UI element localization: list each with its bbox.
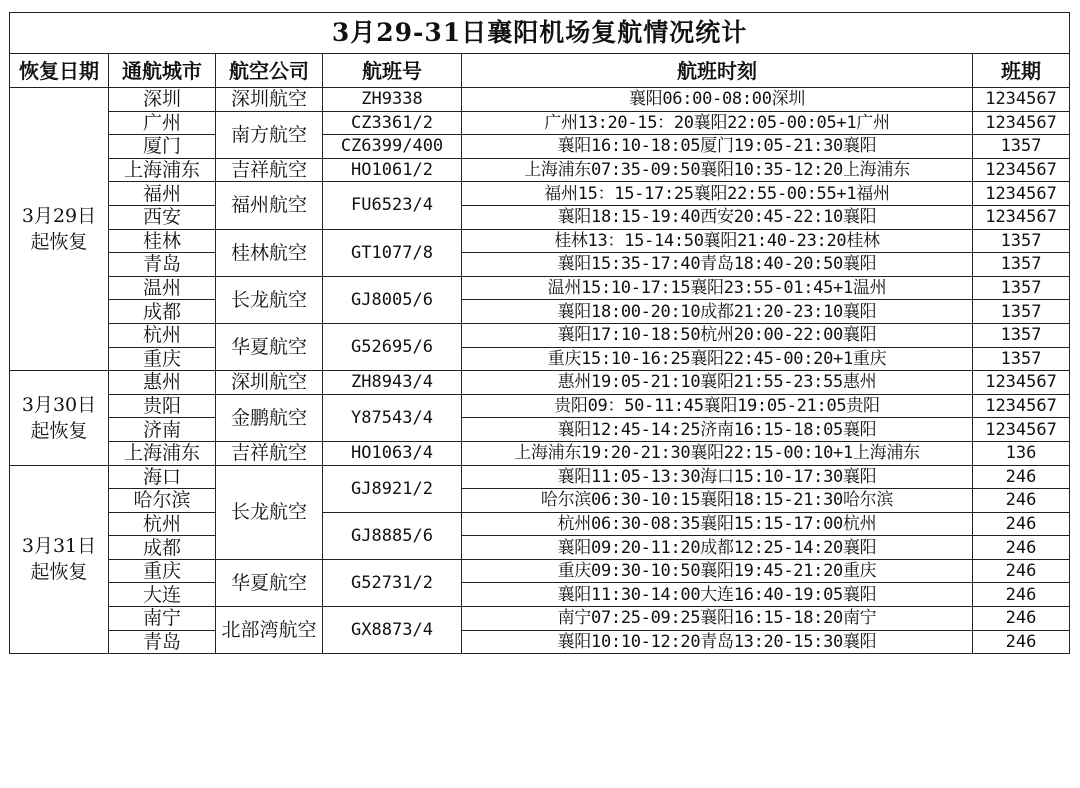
city-cell: 青岛 [109,253,216,277]
city-cell: 大连 [109,583,216,607]
table-row [10,135,1070,159]
city-cell: 重庆 [109,347,216,371]
resume-date-label: 3月29日 [21,205,97,228]
table-row [10,559,1070,583]
schedule-cell: 惠州19:05-21:10襄阳21:55-23:55惠州 [462,371,973,395]
city-cell: 惠州 [109,371,216,395]
table-row [10,229,1070,253]
schedule-cell: 桂林13：15-14:50襄阳21:40-23:20桂林 [462,229,973,253]
table-row [10,394,1070,418]
days-cell: 1234567 [973,205,1070,229]
table-row [10,371,1070,395]
schedule-cell: 福州15：15-17:25襄阳22:55-00:55+1福州 [462,182,973,206]
airline-cell: 福州航空 [216,182,323,229]
airline-cell: 吉祥航空 [216,441,323,465]
table-row [10,536,1070,560]
days-cell: 1234567 [973,418,1070,442]
resume-date-cell [10,371,109,465]
flight-no-cell: HO1061/2 [323,158,462,182]
city-cell: 杭州 [109,512,216,536]
city-cell: 南宁 [109,607,216,631]
schedule-cell: 广州13:20-15：20襄阳22:05-00:05+1广州 [462,111,973,135]
city-cell: 厦门 [109,135,216,159]
table-row [10,489,1070,513]
header-days: 班期 [973,54,1070,88]
city-cell: 福州 [109,182,216,206]
days-cell: 1357 [973,300,1070,324]
schedule-cell: 襄阳17:10-18:50杭州20:00-22:00襄阳 [462,323,973,347]
city-cell: 青岛 [109,630,216,654]
days-cell: 246 [973,536,1070,560]
days-cell: 1357 [973,135,1070,159]
table-row [10,347,1070,371]
table-row [10,512,1070,536]
airline-cell: 吉祥航空 [216,158,323,182]
table-title: 3月29-31日襄阳机场复航情况统计 [10,13,1070,54]
table-row [10,182,1070,206]
city-cell: 杭州 [109,323,216,347]
flight-no-cell: G52695/6 [323,323,462,370]
days-cell: 246 [973,630,1070,654]
days-cell: 246 [973,489,1070,513]
flight-no-cell: ZH9338 [323,88,462,112]
flight-no-cell: CZ3361/2 [323,111,462,135]
city-cell: 成都 [109,300,216,324]
table-row [10,88,1070,112]
flight-no-cell: GT1077/8 [323,229,462,276]
resume-date-suffix: 起恢复 [30,231,88,254]
table-row [10,276,1070,300]
days-cell: 1234567 [973,88,1070,112]
schedule-cell: 襄阳11:05-13:30海口15:10-17:30襄阳 [462,465,973,489]
table-row [10,583,1070,607]
city-cell: 上海浦东 [109,158,216,182]
airline-cell: 金鹏航空 [216,394,323,441]
flight-no-cell: GJ8005/6 [323,276,462,323]
schedule-cell: 襄阳09:20-11:20成都12:25-14:20襄阳 [462,536,973,560]
resume-date-suffix: 起恢复 [30,419,88,442]
header-row [10,54,1070,88]
schedule-cell: 襄阳11:30-14:00大连16:40-19:05襄阳 [462,583,973,607]
table-body [10,88,1070,654]
flight-no-cell: HO1063/4 [323,441,462,465]
header-airline: 航空公司 [216,54,323,88]
days-cell: 246 [973,583,1070,607]
city-cell: 重庆 [109,559,216,583]
city-cell: 广州 [109,111,216,135]
table-row [10,253,1070,277]
city-cell: 贵阳 [109,394,216,418]
schedule-cell: 襄阳18:00-20:10成都21:20-23:10襄阳 [462,300,973,324]
days-cell: 246 [973,607,1070,631]
schedule-cell: 襄阳10:10-12:20青岛13:20-15:30襄阳 [462,630,973,654]
days-cell: 1234567 [973,371,1070,395]
schedule-cell: 哈尔滨06:30-10:15襄阳18:15-21:30哈尔滨 [462,489,973,513]
airline-cell: 长龙航空 [216,276,323,323]
city-cell: 温州 [109,276,216,300]
days-cell: 1357 [973,347,1070,371]
table-row [10,323,1070,347]
airline-cell: 桂林航空 [216,229,323,276]
days-cell: 246 [973,465,1070,489]
city-cell: 济南 [109,418,216,442]
days-cell: 1357 [973,323,1070,347]
header-schedule: 航班时刻 [462,54,973,88]
city-cell: 哈尔滨 [109,489,216,513]
flight-no-cell: GJ8921/2 [323,465,462,512]
days-cell: 1357 [973,276,1070,300]
city-cell: 深圳 [109,88,216,112]
resume-date-cell [10,88,109,371]
header-city: 通航城市 [109,54,216,88]
table-row [10,630,1070,654]
flight-no-cell: GJ8885/6 [323,512,462,559]
airline-cell: 华夏航空 [216,323,323,370]
days-cell: 1234567 [973,182,1070,206]
days-cell: 246 [973,559,1070,583]
city-cell: 成都 [109,536,216,560]
schedule-cell: 贵阳09：50-11:45襄阳19:05-21:05贵阳 [462,394,973,418]
days-cell: 1234567 [973,394,1070,418]
days-cell: 246 [973,512,1070,536]
schedule-cell: 重庆09:30-10:50襄阳19:45-21:20重庆 [462,559,973,583]
resume-date-suffix: 起恢复 [30,561,88,584]
days-cell: 1234567 [973,111,1070,135]
schedule-cell: 杭州06:30-08:35襄阳15:15-17:00杭州 [462,512,973,536]
table-row [10,111,1070,135]
flight-no-cell: FU6523/4 [323,182,462,229]
flight-no-cell: Y87543/4 [323,394,462,441]
airline-cell: 华夏航空 [216,559,323,606]
airline-cell: 北部湾航空 [216,607,323,654]
schedule-cell: 南宁07:25-09:25襄阳16:15-18:20南宁 [462,607,973,631]
table-row [10,205,1070,229]
table-row [10,465,1070,489]
schedule-cell: 重庆15:10-16:25襄阳22:45-00:20+1重庆 [462,347,973,371]
flight-no-cell: G52731/2 [323,559,462,606]
schedule-cell: 上海浦东07:35-09:50襄阳10:35-12:20上海浦东 [462,158,973,182]
schedule-cell: 上海浦东19:20-21:30襄阳22:15-00:10+1上海浦东 [462,441,973,465]
flight-no-cell: CZ6399/400 [323,135,462,159]
schedule-cell: 温州15:10-17:15襄阳23:55-01:45+1温州 [462,276,973,300]
airline-cell: 南方航空 [216,111,323,158]
city-cell: 桂林 [109,229,216,253]
flight-no-cell: GX8873/4 [323,607,462,654]
schedule-cell: 襄阳15:35-17:40青岛18:40-20:50襄阳 [462,253,973,277]
airline-cell: 长龙航空 [216,465,323,559]
schedule-cell: 襄阳12:45-14:25济南16:15-18:05襄阳 [462,418,973,442]
table-row [10,418,1070,442]
resume-date-label: 3月31日 [21,535,97,558]
table-row [10,158,1070,182]
days-cell: 1357 [973,229,1070,253]
days-cell: 1234567 [973,158,1070,182]
header-date: 恢复日期 [10,54,109,88]
header-flight-no: 航班号 [323,54,462,88]
days-cell: 136 [973,441,1070,465]
airline-cell: 深圳航空 [216,371,323,395]
table-row [10,441,1070,465]
schedule-cell: 襄阳16:10-18:05厦门19:05-21:30襄阳 [462,135,973,159]
days-cell: 1357 [973,253,1070,277]
flight-resumption-table [9,12,1070,654]
resume-date-cell [10,465,109,654]
resume-date-label: 3月30日 [21,393,97,416]
table-row [10,607,1070,631]
city-cell: 海口 [109,465,216,489]
schedule-cell: 襄阳06:00-08:00深圳 [462,88,973,112]
schedule-cell: 襄阳18:15-19:40西安20:45-22:10襄阳 [462,205,973,229]
table-row [10,300,1070,324]
airline-cell: 深圳航空 [216,88,323,112]
city-cell: 西安 [109,205,216,229]
flight-no-cell: ZH8943/4 [323,371,462,395]
city-cell: 上海浦东 [109,441,216,465]
